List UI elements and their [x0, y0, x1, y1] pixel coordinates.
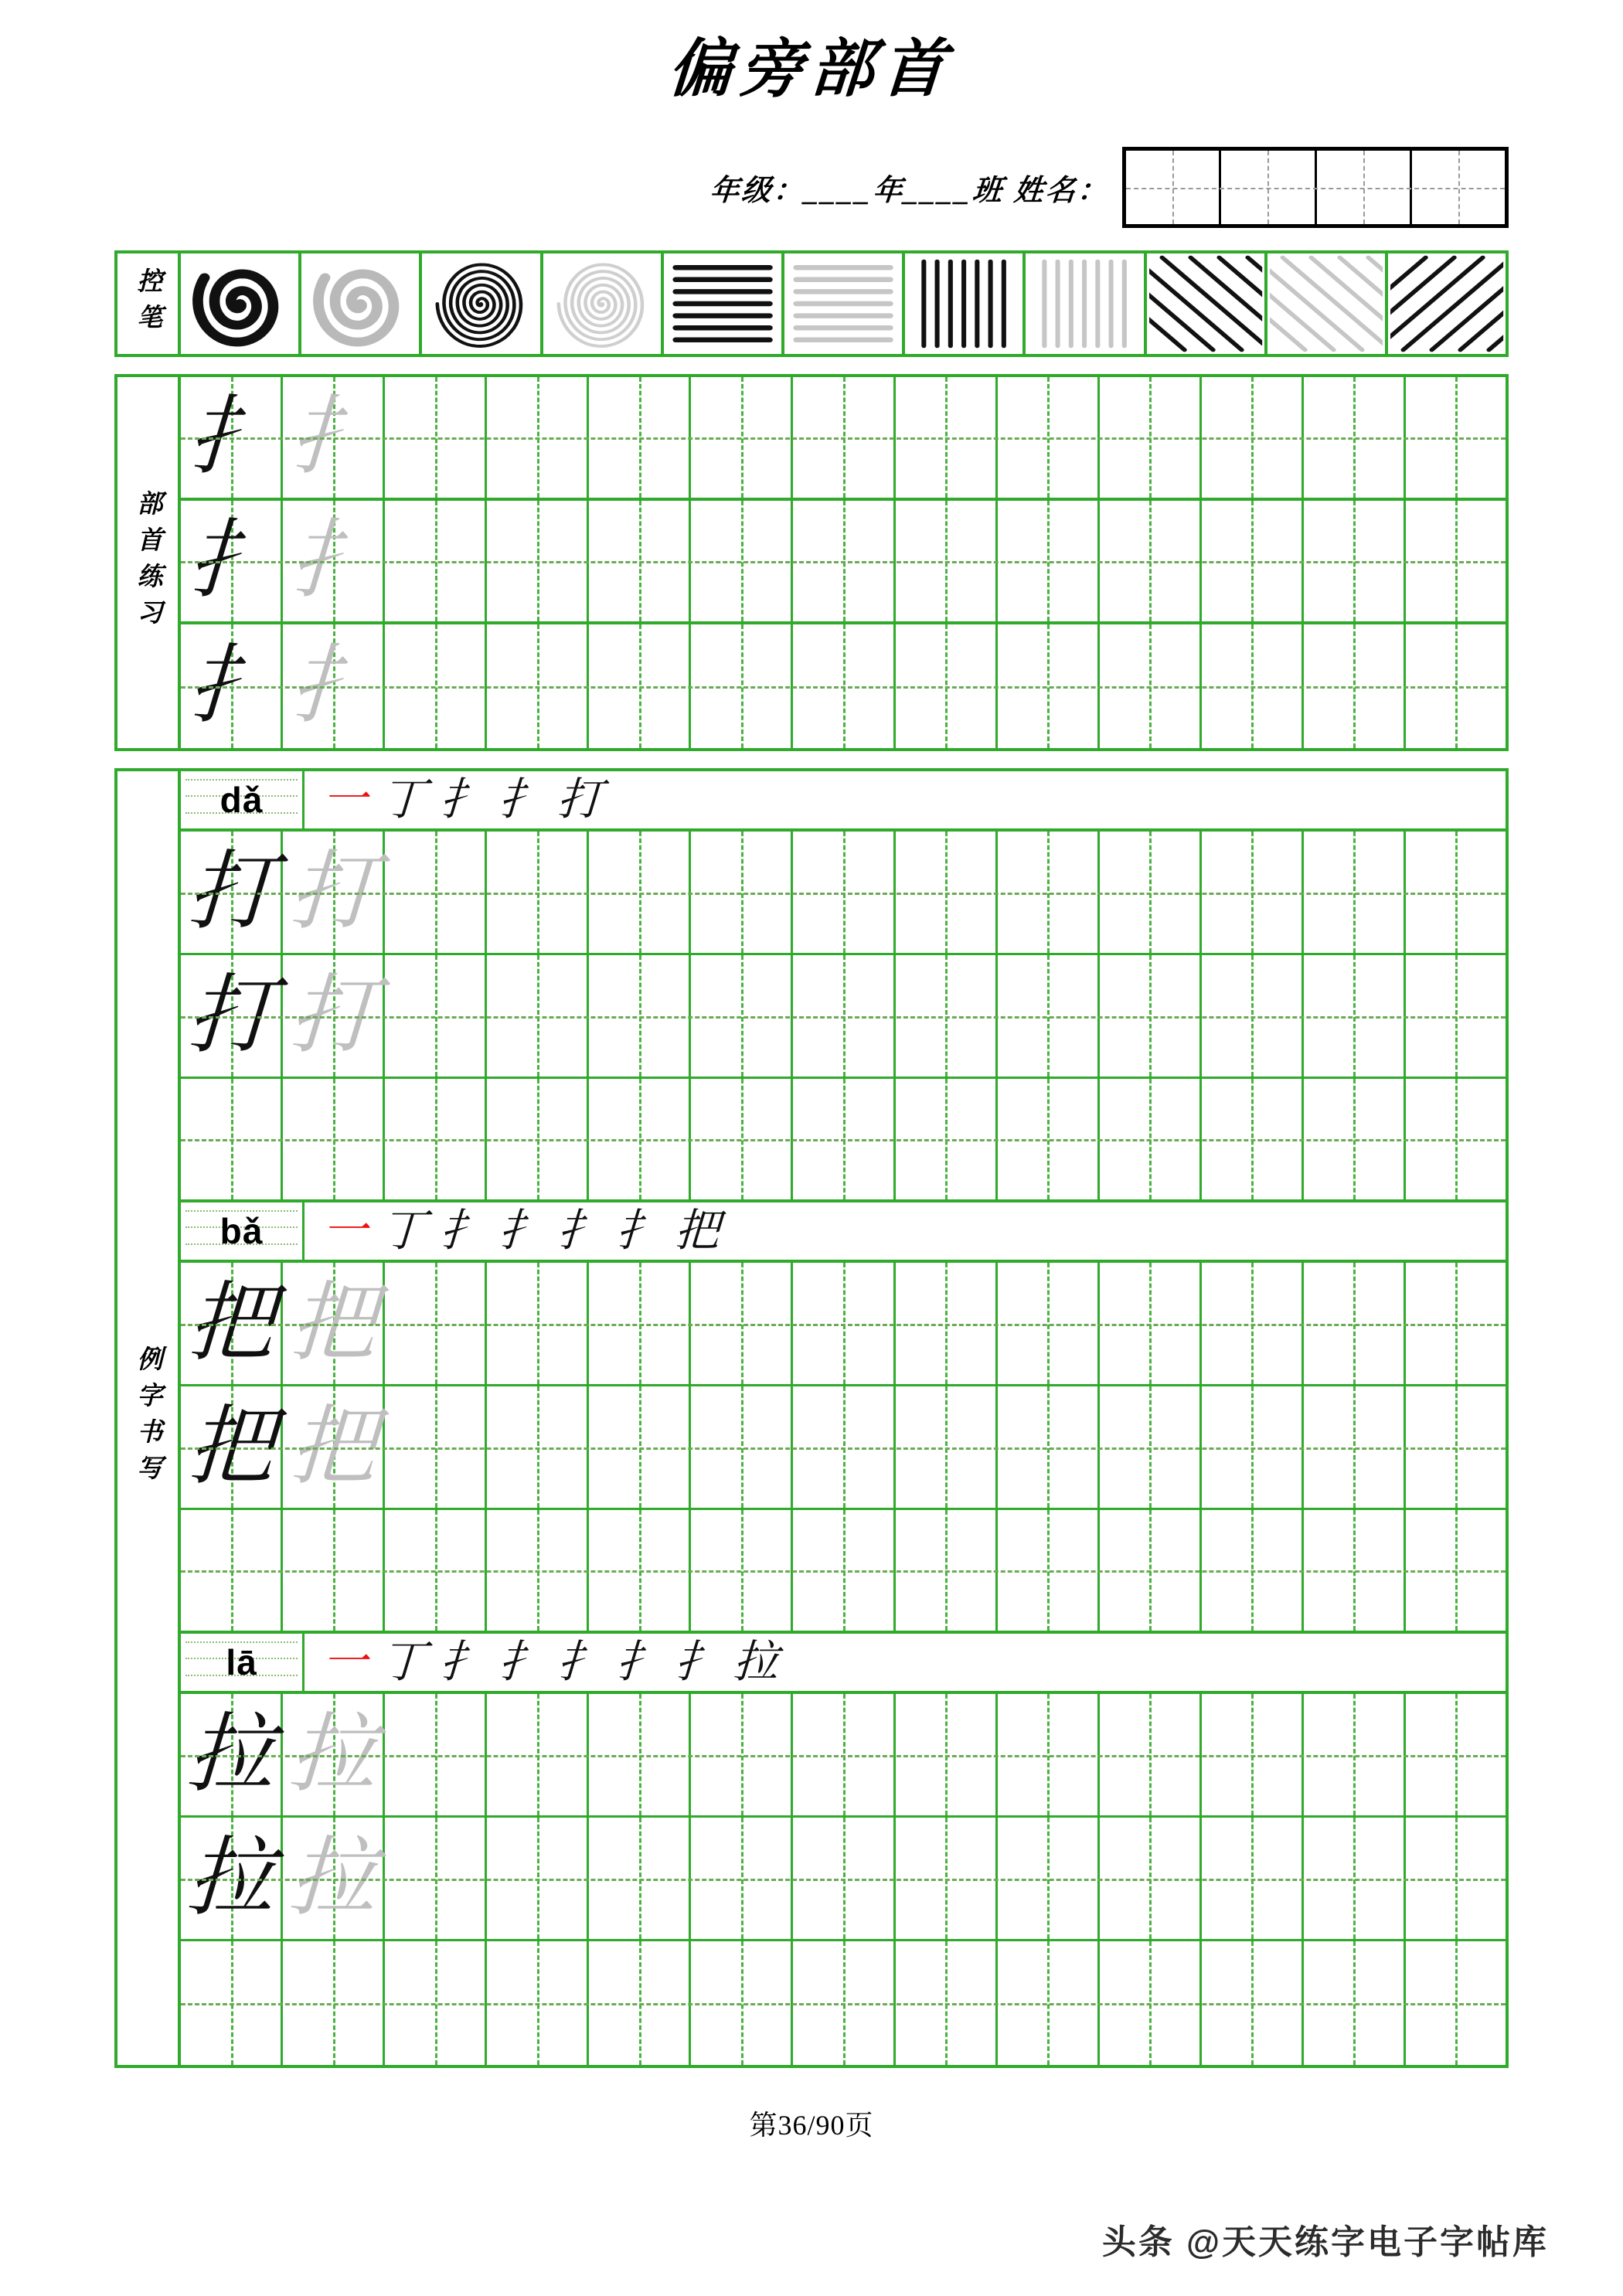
character-grid-cell[interactable]: [1202, 832, 1304, 953]
character-grid-cell[interactable]: [1406, 832, 1506, 953]
character-grid-cell[interactable]: [181, 377, 283, 498]
character-grid-cell[interactable]: [283, 955, 385, 1077]
character-grid-cell[interactable]: [385, 1510, 487, 1631]
character-grid-row: [181, 1941, 1506, 2065]
character-grid-cell[interactable]: [283, 624, 385, 748]
character-grid-cell[interactable]: [691, 955, 793, 1077]
character-grid-cell[interactable]: [1202, 1818, 1304, 1939]
character-grid-cell[interactable]: [589, 501, 691, 621]
character-grid-cell[interactable]: [589, 1941, 691, 2065]
character-grid-cell[interactable]: [385, 1079, 487, 1199]
character-grid-cell[interactable]: [487, 1694, 589, 1815]
character-grid-cell[interactable]: [1202, 624, 1304, 748]
character-grid-cell[interactable]: [1406, 1510, 1506, 1631]
character-grid-row: [181, 501, 1506, 624]
character-grid-row: [181, 832, 1506, 955]
stroke-order-sequence: [305, 1634, 1506, 1691]
character-grid-cell[interactable]: [283, 1694, 385, 1815]
character-grid-cell[interactable]: [896, 1386, 998, 1508]
character-grid-cell[interactable]: [385, 1263, 487, 1384]
character-grid-cell[interactable]: [487, 624, 589, 748]
model-character: 拉: [185, 1830, 277, 1927]
character-grid-cell[interactable]: [998, 377, 1100, 498]
character-grid-cell[interactable]: [998, 1079, 1100, 1199]
character-grid-cell[interactable]: [998, 1941, 1100, 2065]
name-grid-cell[interactable]: [1126, 151, 1221, 224]
character-grid-row: [181, 377, 1506, 501]
character-grid-cell[interactable]: [1406, 955, 1506, 1077]
character-grid-cell[interactable]: [283, 1386, 385, 1508]
stroke-order-step: 一: [321, 1637, 369, 1687]
character-grid-cell[interactable]: [691, 1386, 793, 1508]
spiral-thick-black: [181, 253, 301, 354]
character-grid-row: [181, 1510, 1506, 1634]
character-grid-row: [181, 1386, 1506, 1510]
character-grid-cell[interactable]: [1202, 1386, 1304, 1508]
stroke-order-header: [181, 1202, 1506, 1263]
character-grid-cell[interactable]: [181, 624, 283, 748]
character-grid-cell[interactable]: [1202, 1694, 1304, 1815]
character-grid-cell[interactable]: [1304, 955, 1406, 1077]
character-grid-cell[interactable]: [1100, 501, 1202, 621]
character-grid-cell[interactable]: [181, 1941, 283, 2065]
stroke-order-step: 打: [556, 774, 604, 825]
model-character: 扌: [185, 389, 277, 485]
character-grid-cell[interactable]: [589, 377, 691, 498]
character-grid-cell[interactable]: [1100, 1818, 1202, 1939]
character-grid-cell[interactable]: [385, 1818, 487, 1939]
character-grid-cell[interactable]: [896, 832, 998, 953]
stroke-order-step: 扌: [556, 1637, 604, 1687]
stroke-order-step: 一: [321, 774, 369, 825]
character-grid-cell[interactable]: [283, 501, 385, 621]
character-grid-cell[interactable]: [283, 377, 385, 498]
character-grid-cell[interactable]: [793, 955, 895, 1077]
character-grid-cell[interactable]: [1100, 1941, 1202, 2065]
watermark-credit: 头条 @天天练字电子字帖库: [1101, 2223, 1549, 2261]
stroke-order-step: 扌: [614, 1206, 662, 1256]
pen-control-block: [114, 250, 1509, 357]
character-grid-cell[interactable]: [385, 1386, 487, 1508]
lines-diagonal-gray-down: [1267, 253, 1388, 354]
character-grid-cell[interactable]: [181, 1263, 283, 1384]
character-grid-cell[interactable]: [589, 955, 691, 1077]
trace-character: 把: [287, 1399, 379, 1495]
example-writing-label: 例字书写: [117, 771, 181, 2065]
character-grid-cell[interactable]: [589, 832, 691, 953]
character-grid-cell[interactable]: [793, 1941, 895, 2065]
character-grid-cell[interactable]: [896, 1941, 998, 2065]
pen-control-row: [117, 253, 1506, 354]
character-grid-cell[interactable]: [1202, 501, 1304, 621]
character-grid-cell[interactable]: [1100, 1079, 1202, 1199]
character-grid-cell[interactable]: [998, 1694, 1100, 1815]
character-grid-cell[interactable]: [1304, 624, 1406, 748]
lines-horizontal-black: [664, 253, 784, 354]
name-grid-cell[interactable]: [1412, 151, 1505, 224]
lines-vertical-black: [905, 253, 1026, 354]
model-character: 打: [185, 844, 277, 941]
lines-diagonal-black-down: [1147, 253, 1267, 354]
character-grid-cell[interactable]: [793, 624, 895, 748]
character-grid-cell[interactable]: [896, 501, 998, 621]
trace-character: 拉: [287, 1830, 379, 1927]
character-grid-cell[interactable]: [896, 1818, 998, 1939]
stroke-order-step: 把: [673, 1206, 721, 1256]
character-grid-cell[interactable]: [487, 377, 589, 498]
character-grid-cell[interactable]: [1202, 955, 1304, 1077]
character-grid-cell[interactable]: [1406, 1386, 1506, 1508]
character-grid-cell[interactable]: [589, 1079, 691, 1199]
character-grid-cell[interactable]: [1100, 1510, 1202, 1631]
character-grid-cell[interactable]: [1304, 501, 1406, 621]
example-writing-block: [114, 768, 1509, 2068]
character-grid-cell[interactable]: [283, 1263, 385, 1384]
page-number: 第36/90页: [749, 2110, 874, 2141]
character-grid-cell[interactable]: [1100, 624, 1202, 748]
character-grid-cell[interactable]: [283, 1818, 385, 1939]
stroke-order-header: [181, 1634, 1506, 1694]
character-grid-cell[interactable]: [283, 1079, 385, 1199]
character-grid-cell[interactable]: [1304, 1694, 1406, 1815]
radical-practice-label: 部首练习: [117, 377, 181, 748]
character-grid-cell[interactable]: [1406, 1818, 1506, 1939]
character-grid-cell[interactable]: [691, 501, 793, 621]
page-title: 偏旁部首: [665, 34, 955, 104]
character-grid-cell[interactable]: [1406, 1263, 1506, 1384]
trace-character: 扌: [287, 513, 379, 609]
character-grid-cell[interactable]: [691, 624, 793, 748]
character-grid-cell[interactable]: [283, 1941, 385, 2065]
example-writing-body: [117, 771, 1506, 2065]
character-grid-cell[interactable]: [691, 832, 793, 953]
character-grid-row: [181, 955, 1506, 1079]
character-grid-cell[interactable]: [181, 1510, 283, 1631]
character-grid-cell[interactable]: [283, 1510, 385, 1631]
stroke-order-step: 扌: [438, 774, 486, 825]
character-grid-cell[interactable]: [691, 1941, 793, 2065]
character-grid-cell[interactable]: [181, 832, 283, 953]
character-grid-cell[interactable]: [793, 1079, 895, 1199]
character-grid-cell[interactable]: [1304, 832, 1406, 953]
character-grid-cell[interactable]: [998, 832, 1100, 953]
character-grid-cell[interactable]: [1304, 1263, 1406, 1384]
character-grid-cell[interactable]: [998, 1510, 1100, 1631]
trace-character: 打: [287, 968, 379, 1064]
character-grid-cell[interactable]: [793, 1694, 895, 1815]
character-grid-cell[interactable]: [1202, 1079, 1304, 1199]
character-grid-cell[interactable]: [793, 832, 895, 953]
pinyin-cell: [181, 1202, 305, 1260]
character-grid-cell[interactable]: [998, 624, 1100, 748]
character-grid-cell[interactable]: [487, 1263, 589, 1384]
character-grid-cell[interactable]: [1304, 1941, 1406, 2065]
character-grid-cell[interactable]: [896, 1694, 998, 1815]
character-grid-cell[interactable]: [487, 1386, 589, 1508]
trace-character: 扌: [287, 389, 379, 485]
character-grid-cell[interactable]: [1100, 1694, 1202, 1815]
character-grid-cell[interactable]: [487, 1510, 589, 1631]
trace-character: 拉: [287, 1706, 379, 1803]
stroke-order-sequence: [305, 1202, 1506, 1260]
character-grid-cell[interactable]: [385, 955, 487, 1077]
character-grid-row: [181, 624, 1506, 748]
stroke-order-step: 丁: [379, 1637, 427, 1687]
character-grid-cell[interactable]: [385, 832, 487, 953]
character-grid-cell[interactable]: [1304, 377, 1406, 498]
character-grid-cell[interactable]: [487, 955, 589, 1077]
spiral-thick-gray: [301, 253, 422, 354]
character-grid-cell[interactable]: [896, 624, 998, 748]
pen-control-cells: [181, 253, 1506, 354]
character-grid-row: [181, 1694, 1506, 1818]
character-grid-cell[interactable]: [1100, 377, 1202, 498]
example-character-groups: [181, 771, 1506, 2065]
pinyin-text: dǎ: [219, 780, 264, 820]
trace-character: 把: [287, 1275, 379, 1372]
character-grid-cell[interactable]: [589, 1510, 691, 1631]
character-grid-cell[interactable]: [1202, 1941, 1304, 2065]
name-grid-cell[interactable]: [1221, 151, 1316, 224]
stroke-order-step: 扌: [497, 1206, 545, 1256]
character-grid-cell[interactable]: [1100, 1263, 1202, 1384]
character-grid-cell[interactable]: [181, 1386, 283, 1508]
character-grid-cell[interactable]: [1304, 1510, 1406, 1631]
character-grid-cell[interactable]: [691, 377, 793, 498]
trace-character: 打: [287, 844, 379, 941]
character-grid-cell[interactable]: [998, 1386, 1100, 1508]
character-grid-cell[interactable]: [487, 832, 589, 953]
character-grid-cell[interactable]: [691, 1079, 793, 1199]
character-grid-cell[interactable]: [793, 377, 895, 498]
character-grid-cell[interactable]: [1202, 1510, 1304, 1631]
trace-character: 扌: [287, 638, 379, 734]
character-grid-cell[interactable]: [1406, 1941, 1506, 2065]
character-grid-cell[interactable]: [181, 1079, 283, 1199]
character-grid-cell[interactable]: [589, 1818, 691, 1939]
character-grid-cell[interactable]: [1304, 1079, 1406, 1199]
lines-vertical-gray: [1026, 253, 1146, 354]
character-grid-cell[interactable]: [1406, 624, 1506, 748]
character-grid-cell[interactable]: [691, 1694, 793, 1815]
character-grid-cell[interactable]: [1304, 1386, 1406, 1508]
character-grid-cell[interactable]: [181, 1818, 283, 1939]
character-grid-cell[interactable]: [1100, 955, 1202, 1077]
character-grid-cell[interactable]: [896, 1263, 998, 1384]
character-grid-cell[interactable]: [385, 377, 487, 498]
character-grid-cell[interactable]: [1100, 832, 1202, 953]
character-grid-cell[interactable]: [793, 1818, 895, 1939]
pinyin-cell: [181, 771, 305, 828]
character-grid-cell[interactable]: [793, 501, 895, 621]
character-grid-cell[interactable]: [998, 955, 1100, 1077]
character-grid-cell[interactable]: [793, 1386, 895, 1508]
character-grid-row: [181, 1818, 1506, 1941]
student-info-row: [0, 147, 1623, 228]
character-grid-cell[interactable]: [487, 1941, 589, 2065]
character-grid-cell[interactable]: [998, 1818, 1100, 1939]
character-grid-cell[interactable]: [181, 1694, 283, 1815]
stroke-order-step: 扌: [556, 1206, 604, 1256]
grade-name-label: 年级：____年____班 姓名：: [709, 175, 1111, 207]
character-grid-cell[interactable]: [487, 1079, 589, 1199]
stroke-order-sequence: [305, 771, 1506, 828]
pinyin-cell: [181, 1634, 305, 1691]
character-grid-cell[interactable]: [487, 1818, 589, 1939]
character-grid-cell[interactable]: [1406, 501, 1506, 621]
spiral-thin-gray: [543, 253, 664, 354]
character-grid-cell[interactable]: [896, 955, 998, 1077]
character-grid-cell[interactable]: [896, 377, 998, 498]
character-grid-cell[interactable]: [181, 501, 283, 621]
character-grid-cell[interactable]: [1304, 1818, 1406, 1939]
lines-diagonal-black-up: [1388, 253, 1506, 354]
stroke-order-step: 扌: [614, 1637, 662, 1687]
character-grid-cell[interactable]: [691, 1263, 793, 1384]
character-grid-cell[interactable]: [589, 1694, 691, 1815]
example-character-group: [181, 1202, 1506, 1634]
character-grid-row: [181, 1079, 1506, 1202]
model-character: 把: [185, 1399, 277, 1495]
character-grid-cell[interactable]: [896, 1079, 998, 1199]
stroke-order-step: 扌: [673, 1637, 721, 1687]
example-character-group: [181, 771, 1506, 1202]
example-character-group: [181, 1634, 1506, 2065]
pinyin-text: bǎ: [219, 1211, 264, 1251]
character-grid-cell[interactable]: [385, 1694, 487, 1815]
character-grid-cell[interactable]: [896, 1510, 998, 1631]
character-grid-cell[interactable]: [998, 501, 1100, 621]
stroke-order-header: [181, 771, 1506, 832]
lines-horizontal-gray: [784, 253, 905, 354]
character-grid-cell[interactable]: [487, 501, 589, 621]
character-grid-cell[interactable]: [691, 1818, 793, 1939]
stroke-order-step: 丁: [379, 774, 427, 825]
model-character: 扌: [185, 638, 277, 734]
spiral-thin-black: [422, 253, 543, 354]
model-character: 扌: [185, 513, 277, 609]
character-grid-row: [181, 1263, 1506, 1386]
character-grid-cell[interactable]: [998, 1263, 1100, 1384]
character-grid-cell[interactable]: [1406, 1694, 1506, 1815]
character-grid-cell[interactable]: [793, 1263, 895, 1384]
character-grid-cell[interactable]: [691, 1510, 793, 1631]
stroke-order-step: 扌: [497, 774, 545, 825]
stroke-order-step: 扌: [438, 1206, 486, 1256]
character-grid-cell[interactable]: [589, 1263, 691, 1384]
radical-practice-block: [114, 374, 1509, 751]
character-grid-cell[interactable]: [385, 501, 487, 621]
character-grid-cell[interactable]: [385, 624, 487, 748]
character-grid-cell[interactable]: [181, 955, 283, 1077]
model-character: 打: [185, 968, 277, 1064]
character-grid-cell[interactable]: [1406, 377, 1506, 498]
character-grid-cell[interactable]: [1100, 1386, 1202, 1508]
character-grid-cell[interactable]: [589, 624, 691, 748]
stroke-order-step: 扌: [497, 1637, 545, 1687]
model-character: 拉: [185, 1706, 277, 1803]
name-input-grid[interactable]: [1122, 147, 1509, 228]
character-grid-cell[interactable]: [385, 1941, 487, 2065]
stroke-order-step: 丁: [379, 1206, 427, 1256]
model-character: 把: [185, 1275, 277, 1372]
pen-control-label: 控笔: [117, 253, 181, 354]
stroke-order-step: 拉: [732, 1637, 780, 1687]
character-grid-cell[interactable]: [589, 1386, 691, 1508]
character-grid-cell[interactable]: [1406, 1079, 1506, 1199]
name-grid-cell[interactable]: [1317, 151, 1412, 224]
stroke-order-step: 扌: [438, 1637, 486, 1687]
character-grid-cell[interactable]: [283, 832, 385, 953]
stroke-order-step: 一: [321, 1206, 369, 1256]
character-grid-cell[interactable]: [1202, 377, 1304, 498]
page-header: [0, 0, 1623, 232]
character-grid-cell[interactable]: [793, 1510, 895, 1631]
pinyin-text: lā: [226, 1642, 257, 1682]
character-grid-cell[interactable]: [1202, 1263, 1304, 1384]
